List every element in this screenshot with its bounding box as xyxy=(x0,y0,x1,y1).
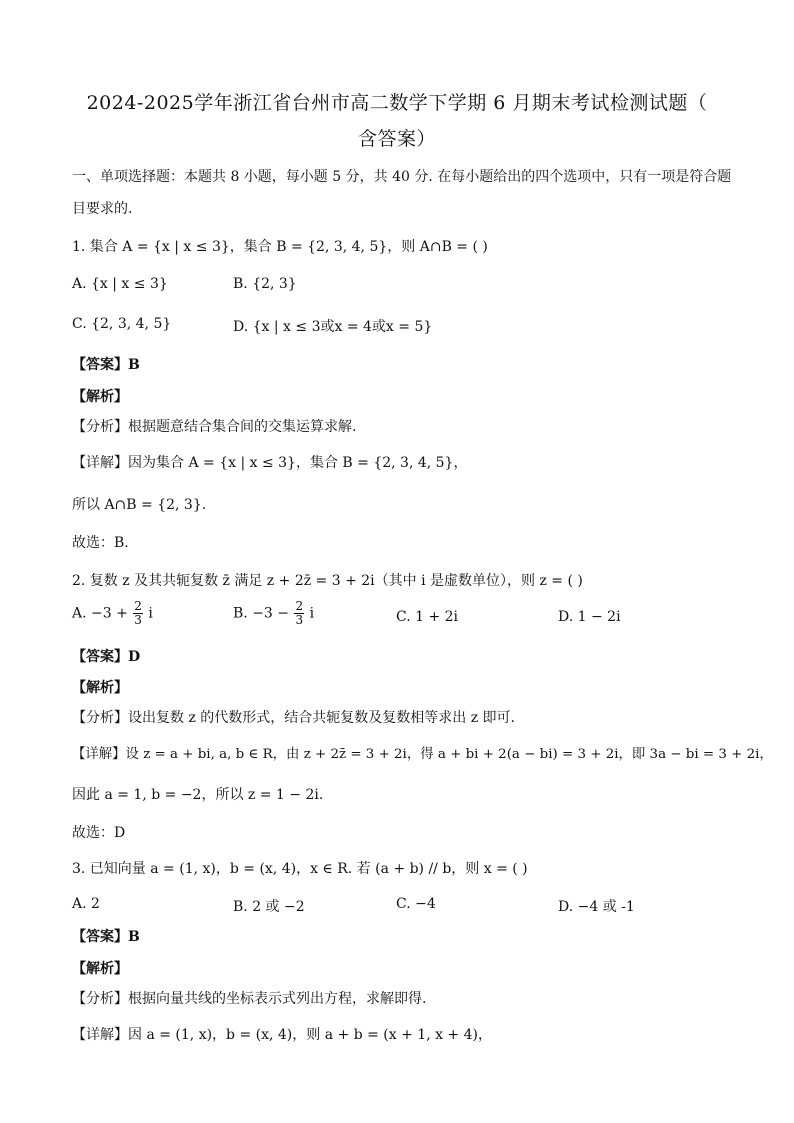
fraction-denominator: 3 xyxy=(134,613,142,627)
question-2-option-a-fraction xyxy=(133,600,143,627)
question-3-option-d: D. −4 或 -1 xyxy=(558,899,635,915)
document-title-line-1: 2024-2025学年浙江省台州市高二数学下学期 6 月期末考试检测试题（ xyxy=(86,92,708,114)
question-1-choice: 故选：B. xyxy=(72,535,129,551)
fraction-numerator: 2 xyxy=(295,599,304,613)
question-2-choice: 故选：D xyxy=(72,825,126,841)
question-2-option-d: D. 1 − 2i xyxy=(558,609,621,625)
question-3-analysis: 【分析】根据向量共线的坐标表示式列出方程，求解即得. xyxy=(72,991,427,1007)
question-2-option-b-suffix: i xyxy=(309,605,315,622)
fraction-denominator: 3 xyxy=(295,613,304,627)
question-2-option-c: C. 1 + 2i xyxy=(396,609,459,625)
question-3-analysis-heading: 【解析】 xyxy=(72,961,128,977)
question-1-detail: 【详解】因为集合 A = {x | x ≤ 3}，集合 B = {2, 3, 4, 5}， xyxy=(72,455,468,471)
question-1-option-d: D. {x | x ≤ 3或x = 4或x = 5} xyxy=(233,319,433,335)
question-3-option-b: B. 2 或 −2 xyxy=(233,899,305,915)
question-1-option-a: A. {x | x ≤ 3} xyxy=(72,276,168,292)
question-3-answer: 【答案】B xyxy=(72,929,140,945)
question-2-option-a xyxy=(72,600,153,627)
question-3-option-c: C. −4 xyxy=(396,896,436,912)
question-3-stem: 3. 已知向量 a = (1, x)，b = (x, 4)，x ∈ R. 若 (a + b) // b，则 x = ( ) xyxy=(72,861,528,877)
question-1-result: 所以 A∩B = {2, 3}. xyxy=(72,497,207,513)
question-2-option-a-suffix: i xyxy=(148,605,153,622)
question-2-detail: 【详解】设 z = a + bi, a, b ∈ R，由 z + 2z̄ = 3 + 2i，得 a + bi + 2(a − bi) = 3 + 2i，即 3a − bi = 3 + 2i， xyxy=(72,747,773,762)
question-2-option-b xyxy=(233,600,314,627)
question-2-stem: 2. 复数 z 及其共轭复数 z̄ 满足 z + 2z̄ = 3 + 2i（其中 i 是虚数单位），则 z = ( ) xyxy=(72,573,583,589)
question-2-option-b-prefix: B. −3 − xyxy=(233,605,290,622)
section-heading: 一、单项选择题：本题共 8 小题，每小题 5 分，共 40 分. 在每小题给出的四个选项中，只有一项是符合题 xyxy=(72,169,732,185)
question-2-option-a-prefix: A. −3 + xyxy=(72,605,128,622)
question-1-analysis-heading: 【解析】 xyxy=(72,389,128,405)
question-1-option-b: B. {2, 3} xyxy=(233,276,297,292)
question-2-result: 因此 a = 1, b = −2，所以 z = 1 − 2i. xyxy=(72,787,324,803)
question-3-detail: 【详解】因 a = (1, x)，b = (x, 4)，则 a + b = (x + 1, x + 4)， xyxy=(72,1027,492,1043)
question-1-answer: 【答案】B xyxy=(72,357,140,373)
question-1-stem: 1. 集合 A = {x | x ≤ 3}，集合 B = {2, 3, 4, 5}，则 A∩B = ( ) xyxy=(72,239,488,255)
question-2-option-b-fraction xyxy=(294,600,304,627)
fraction-numerator: 2 xyxy=(134,599,142,613)
document-title-line-2: 含答案） xyxy=(357,128,436,150)
question-1-option-c: C. {2, 3, 4, 5} xyxy=(72,316,172,332)
question-2-analysis: 【分析】设出复数 z 的代数形式，结合共轭复数及复数相等求出 z 即可. xyxy=(72,710,516,726)
question-1-analysis: 【分析】根据题意结合集合间的交集运算求解. xyxy=(72,419,357,435)
question-2-answer: 【答案】D xyxy=(72,649,141,665)
section-heading-continued: 目要求的. xyxy=(72,201,133,217)
question-3-option-a: A. 2 xyxy=(72,896,100,912)
question-2-analysis-heading: 【解析】 xyxy=(72,680,128,696)
